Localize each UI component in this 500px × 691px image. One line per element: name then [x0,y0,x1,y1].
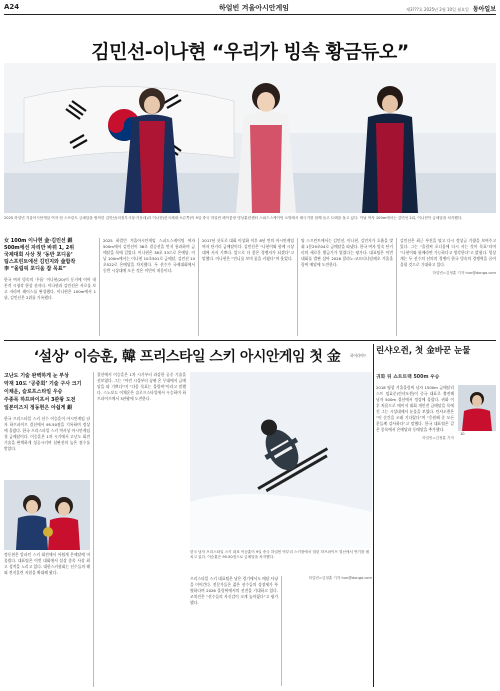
article2-subheads [4,372,96,412]
column-divider [99,238,100,336]
article1-lead [4,238,96,273]
column-divider [297,238,298,336]
article1-paragraph: 2025 하얼빈 겨울아시안게임 스피드스케이팅 여자 500m에서 김민선이 38초 결승선을 먼저 통과하며 금메달을 목에 걸었다. 이나현은 38초 33으로 은메달. 이날 100m에서는 이나현 10초501로 금메달, 김민선 10초522로 은메달을 차지했다. 두 선수가 국제대회에서 동반 시상대에 오른 것은 이번이 처음이다. [103,238,195,273]
sidebar-subhead: 귀화 뒤 쇼트트랙 500m 우승 [376,375,440,380]
article1-paragraph: 한국 여자 빙속의 ‘투톱’ 이나현(20)이 동거에 이어 내 본격 시청각 한상 선자다. 이나현과 김민선은 서로를 보고 자라며 레이스를 완성했다. 이나현은 100m에서 1위, 김민선은 2위를 기록했다. [4,277,96,300]
taegukgi-flag-icon [24,86,234,163]
article1-column-4 [301,238,393,271]
article2-tag: 하이라이트 [350,353,366,358]
sidebar-athlete-art [458,385,496,431]
article1-paragraph: 김민선은 최근 부진을 털고 다시 정상급 기량을 보여주고 있다. 그는 “올림픽 포디움에 다시 서는 것이 목표”라며 “나현이와 함께라면 가능하다고 생각한다”고 밝혔다. 빙상계는 두 선수의 선의의 경쟁이 한국 빙속의 경쟁력을 끌어올릴 것으로 기대하고 있다. [400,238,496,267]
section-divider [4,340,496,341]
article2-paragraph: 정동현은 알파인 스키 회전에서 아쉽게 은메달에 머물렀다. 대표팀은 이번 대회에서 설상 종목 사상 최고 성적을 노리고 있다. 대한스키협회는 선수들의 해외 전지훈련 지원을 확대해 왔다. [4,552,90,575]
article2-headline [4,346,370,366]
article1-column-1 [4,238,96,304]
lead-line: 500m에선 자리만 바꿔 1, 2위 [4,245,75,251]
article1-column-3 [202,238,294,265]
subhead-line: 이채운, 슬로프스타일 우승 [4,389,63,395]
column-divider [93,372,94,687]
sidebar-byline: 하얼빈=김정훈 기자 [422,436,454,440]
article2-photo-caption: 한국 남자 프리스타일 스키 대표 이승훈이 9일 중국 하얼빈 야부리 스키장에서 열린 하프파이프 결선에서 연기를 펼치고 있다. 이승훈은 95.50점으로 금메달을 차지했다. [190,550,370,559]
article1-headline: 김민선-이나현 “우리가 빙속 황금듀오” [91,41,409,63]
subhead-line: 주종목 하프파이프서 3관왕 도전 [4,397,76,403]
article2-column-3 [190,576,278,609]
article2-column-4 [285,576,372,581]
subhead-line: 악재 10도 ‘공중회’ 기술 구사 크기 [4,381,82,387]
column-divider [396,238,397,336]
article1-column-5 [400,238,496,276]
sidebar-headline: 린샤오쥔, 첫 金바꾼 눈물 [376,346,471,356]
article2-column-1b [4,552,90,579]
speed-skater-photo [4,63,496,213]
article2-title: ‘설상’ 이승훈, 韓 프리스타일 스키 아시안게임 첫 金 [33,349,341,365]
issue-line [406,4,496,13]
sidebar-photo-number: 10 [460,432,465,436]
article2-paragraph: 프리스타일 스키 대표팀은 남은 경기에서도 메달 사냥을 이어간다. 전문가들은 젊은 선수들의 성장세가 뚜렷하다며 2026 올림픽에서의 선전을 기대하고 있다. 코치진은 “선수들의 자신감이 크게 높아졌다”고 평가했다. [190,576,278,605]
issue-date: 제3???호 2025년 2월 10일 월요일 [406,7,469,12]
sidebar-athlete-photo [458,385,496,431]
column-divider [198,238,199,336]
article2-paragraph: 결선에서 이승훈은 1차 시기부터 과감한 공중 기술을 선보였다. 그는 “어린 시절부터 꿈꿔 온 무대에서 금메달을 따 기쁘다”며 “다음 목표는 올림픽”이라고 말했다. 스노보드 이채운은 슬로프스타일에서 우승하며 하프파이프에서 3관왕에 도전한다. [97,372,186,401]
subhead-line: 고난도 기술 완벽하게 눈 부상 [4,373,69,379]
article1-paragraph: 팀 스프린트에서는 김민선, 이나현, 김민지가 호흡을 맞춰 1분29초04로 금메달을 따냈다. 한국 여자 빙속 단거리의 새로운 황금기가 열렸다는 평가다. 대표팀은 이번 대회를 발판 삼아 2026 밀라노·코르티나담페초 겨울올림픽 메달에 도전한다. [301,238,393,267]
article1-paragraph: 2017년 삿포로 대회 이상화 이후 8년 만의 아시안게임 여자 단거리 금메달이다. 김민선은 “나현이와 함께 시상대에 서서 기쁘다. 앞으로 더 좋은 경쟁자가 되겠다”고 말했다. 이나현은 “언니를 보며 꿈을 키웠다”며 웃었다. [202,238,294,261]
ski-jump-art [190,372,372,548]
lead-line: 女 100m 이나현 金·김민선 銀 [4,238,73,244]
article2-byline: 하얼빈=김정훈 기자 hun@donga.com [308,576,372,580]
lead-line: 팀스프린트에선 김민지와 金합작 [4,259,76,265]
lead-line: 국제대회 사상 첫 ‘동반 포디움’ [4,252,73,258]
paper-name: 동아일보 [472,6,496,13]
speed-skater-photo-art [4,63,496,213]
article2-paragraph: 한국 프리스타일 스키 선수 이승훈이 아시안게임 남자 하프파이프 결선에서 95.50점을 기록하며 정상에 올랐다. 한국 프리스타일 스키 역사상 아시안게임 첫 금메달이다. 이승훈은 1차 시기에서 고난도 회전 기술을 완벽하게 성공시키며 심판진의 높은 점수를 받았다. [4,416,90,451]
sidebar-divider [373,344,374,687]
athlete-portrait-art [4,480,90,550]
sidebar-column [376,385,454,441]
page-number: A24 [4,3,20,11]
section-title: 하얼빈 겨울아시안게임 [219,4,290,12]
athlete-portrait-photo [4,480,90,550]
subhead-line: 일본미즈지 정동현은 아쉽게 銀 [4,405,73,411]
lead-line: 李 “올림픽 포디움 잡 목표” [4,266,67,272]
article2-column-1 [4,416,90,455]
article1-column-2 [103,238,195,277]
page-header [4,3,496,15]
article2-column-2 [97,372,186,405]
ski-jump-photo [190,372,372,548]
article1-byline: 하얼빈=김정훈 기자 hun@donga.com [432,271,496,275]
column-divider [281,576,282,686]
article1-photo-caption: 2025 하얼빈 겨울아시안게임 여자 팀 스프린트 금메달을 합작한 김민선(의정부시청·가운데)과 이나현(한국체대·오른쪽)이 9일 중국 하얼빈 헤이룽장 빙상훈련센터 스피드스케이팅 오벌에서 태극기를 함께 들고 트랙을 돌고 있다. 이날 여자 100m에서는 김민선 2위, 이나현이 금메달을 차지했다. [4,216,463,220]
sidebar-paragraph: 2018 평창 겨울올림픽 남자 1500m 금메달리스트 임효준(린샤오쥔)이 중국 대표로 출전해 남자 500m 결선에서 정상에 올랐다. 귀화 이후 처음으로 메이저 대회 개인전 금메달을 목에 건 그는 시상대에서 눈물을 보였다. 린샤오쥔은 “이 순간을 오래 기다렸다”며 “응원해 준 모든 분들께 감사하다”고 말했다. 한국 대표팀은 같은 종목에서 은메달과 동메달을 추가했다. [376,385,454,432]
